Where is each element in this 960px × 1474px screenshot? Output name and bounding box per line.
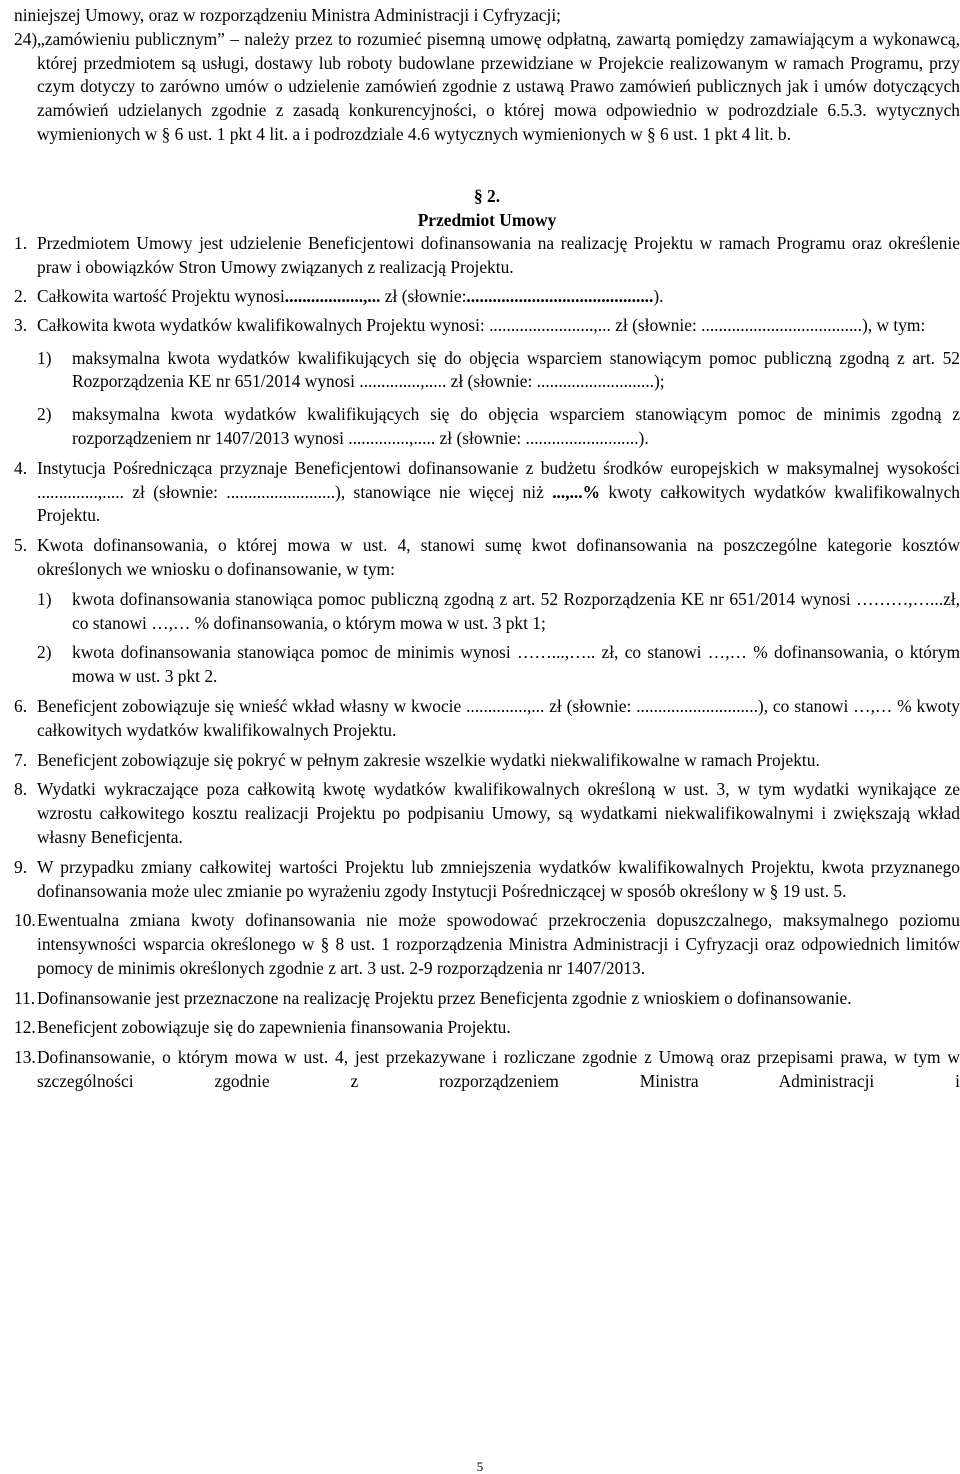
point-text: maksymalna kwota wydatków kwalifikujących się do objęcia wsparciem stanowiącym pomoc de minimis zgodną z rozporządzeniem nr 1407/2013 wynosi ..............,..... zł (słownie: ..........................). — [72, 404, 960, 448]
point-text: kwota dofinansowania stanowiąca pomoc publiczną zgodną z art. 52 Rozporządzenia KE nr 651/2014 wynosi ………,…...zł, co stanowi …,… % dofinansowania, o którym mowa w ust. 3 pkt 1; — [72, 588, 960, 633]
point-text: maksymalna kwota wydatków kwalifikujących się do objęcia wsparciem stanowiącym pomoc publiczną zgodną z art. 52 Rozporządzenia KE nr 651/2014 wynosi ..............,..... zł (słownie: ...........................); — [72, 347, 960, 392]
paragraph-text: Kwota dofinansowania, o której mowa w ust. 4, stanowi sumę kwot dofinansowania na poszczególne kategorie kosztów określonych we wniosku o dofinansowanie, w tym: — [37, 535, 960, 579]
paragraph-number: 11. — [14, 987, 36, 1008]
point-number: 2) — [37, 642, 52, 663]
paragraph-text: Ewentualna zmiana kwoty dofinansowania nie może spowodować przekroczenia dopuszczalnego, maksymalnego poziomu intensywności wsparcia określonego w § 8 ust. 1 rozporządzenia Ministra Administracji i Cyfryzacji oraz odpowiednich limitów pomocy de minimis określonych zgodnie z art. 3 ust. 2-9 rozporządzenia nr 1407/2013. — [37, 910, 960, 978]
section-title: Przedmiot Umowy — [417, 209, 557, 230]
paragraph-number: 13. — [14, 1047, 36, 1068]
paragraph-text: Beneficjent zobowiązuje się do zapewnienia finansowania Projektu. — [37, 1017, 511, 1038]
paragraph-text: Dofinansowanie jest przeznaczone na realizację Projektu przez Beneficjenta zgodnie z wnioskiem o dofinansowanie. — [37, 987, 852, 1008]
paragraph-12 — [14, 1016, 960, 1040]
paragraph-text: Beneficjent zobowiązuje się wnieść wkład własny w kwocie ..............,... zł (słownie: ............................), co stanowi …,… % kwoty całkowitych wydatków kwalifikowalnych Projektu. — [37, 695, 960, 740]
paragraph-3-point-1 — [37, 347, 960, 395]
paragraph-3-point-2 — [37, 403, 960, 451]
paragraph-1 — [14, 232, 960, 280]
paragraph-text: Beneficjent zobowiązuje się pokryć w pełnym zakresie wszelkie wydatki niekwalifikowalne w ramach Projektu. — [37, 749, 820, 770]
paragraph-number: 6. — [14, 695, 28, 716]
paragraph-text: Całkowita kwota wydatków kwalifikowalnych Projektu wynosi: ........................,... zł (słownie: .....................................), w tym: — [37, 314, 926, 335]
paragraph-number: 7. — [14, 749, 28, 770]
definition-number: 24) — [14, 28, 38, 49]
point-number: 1) — [37, 588, 52, 609]
paragraph-13 — [14, 1046, 960, 1094]
definition-text: „zamówieniu publicznym” – należy przez to rozumieć pisemną umowę odpłatną, zawartą pomiędzy zamawiającym a wykonawcą, której przedmiotem są usługi, dostawy lub roboty budowlane przewidziane w Projekcie realizowanym w ramach Programu, przy czym dotyczy to zarówno umów o udzielenie zamówień zgodnie z ustawą Prawo zamówień publicznych jak i umów dotyczących zamówień udzielanych zgodnie z zasadą konkurencyjności, o której mowa odpowiednio w podrozdziale 6.5.3. wytycznych wymienionych w § 6 ust. 1 pkt 4 lit. a i podrozdziale 4.6 wytycznych wymienionych w § 6 ust. 1 pkt 4 lit. b. — [37, 28, 960, 144]
paragraph-5-point-2 — [37, 641, 960, 689]
paragraph-11 — [14, 987, 960, 1011]
paragraph-text: Instytucja Pośrednicząca przyznaje Beneficjentowi dofinansowanie z budżetu środków europejskich w maksymalnej wysokości ..............,..... zł (słownie: .........................), stanowiące nie więcej niż ...,...% kwoty całkowitych wydatków kwalifikowalnych Projektu. — [37, 457, 960, 526]
paragraph-5 — [14, 534, 960, 582]
paragraph-10 — [14, 909, 960, 980]
paragraph-text: Całkowita wartość Projektu wynosi..................,... zł (słownie:...........................................). — [37, 285, 664, 306]
paragraph-7 — [14, 749, 960, 773]
paragraph-8 — [14, 778, 960, 849]
paragraph-text: Dofinansowanie, o którym mowa w ust. 4, jest przekazywane i rozliczane zgodnie z Umową oraz przepisami prawa, w tym w szczególności zgodnie z rozporządzeniem Ministra Administracji i — [37, 1047, 960, 1092]
paragraph-number: 1. — [14, 233, 28, 254]
point-text: kwota dofinansowania stanowiąca pomoc de minimis wynosi ……...,….. zł, co stanowi …,… % dofinansowania, o którym mowa w ust. 3 pkt 2. — [72, 642, 960, 687]
document-body — [14, 4, 960, 1094]
paragraph-number: 4. — [14, 457, 28, 478]
point-number: 2) — [37, 404, 52, 425]
paragraph-3 — [14, 314, 960, 338]
paragraph-5-point-1 — [37, 588, 960, 636]
paragraph-text: Wydatki wykraczające poza całkowitą kwotę wydatków kwalifikowalnych określoną w ust. 3, w tym wydatki wynikające ze wzrostu całkowitego kosztu realizacji Projektu po podpisaniu Umowy, są wydatkami niekwalifikowalnymi i zwiększają wkład własny Beneficjenta. — [37, 779, 960, 847]
continuation-line: niniejszej Umowy, oraz w rozporządzeniu Ministra Administracji i Cyfryzacji; — [14, 5, 561, 25]
paragraph-number: 2. — [14, 285, 28, 306]
section-number: § 2. — [473, 185, 501, 206]
paragraph-6 — [14, 695, 960, 743]
paragraph-number: 8. — [14, 779, 28, 800]
point-number: 1) — [37, 347, 52, 368]
paragraph-number: 3. — [14, 314, 28, 335]
paragraph-4 — [14, 457, 960, 528]
paragraph-2 — [14, 285, 960, 309]
paragraph-number: 9. — [14, 856, 28, 877]
paragraph-text: Przedmiotem Umowy jest udzielenie Beneficjentowi dofinansowania na realizację Projektu w ramach Programu oraz określenie praw i obowiązków Stron Umowy związanych z realizacją Projektu. — [37, 233, 960, 278]
paragraph-9 — [14, 856, 960, 904]
definition-24 — [14, 28, 960, 147]
paragraph-number: 10. — [14, 910, 36, 931]
paragraph-number: 5. — [14, 535, 28, 556]
paragraph-number: 12. — [14, 1017, 36, 1038]
page-number: 5 — [476, 1459, 484, 1474]
paragraph-text: W przypadku zmiany całkowitej wartości Projektu lub zmniejszenia wydatków kwalifikowalnych Projektu, kwota przyznanego dofinansowania może ulec zmianie po wyrażeniu zgody Instytucji Pośredniczącej w sposób określony w § 19 ust. 5. — [37, 856, 960, 901]
